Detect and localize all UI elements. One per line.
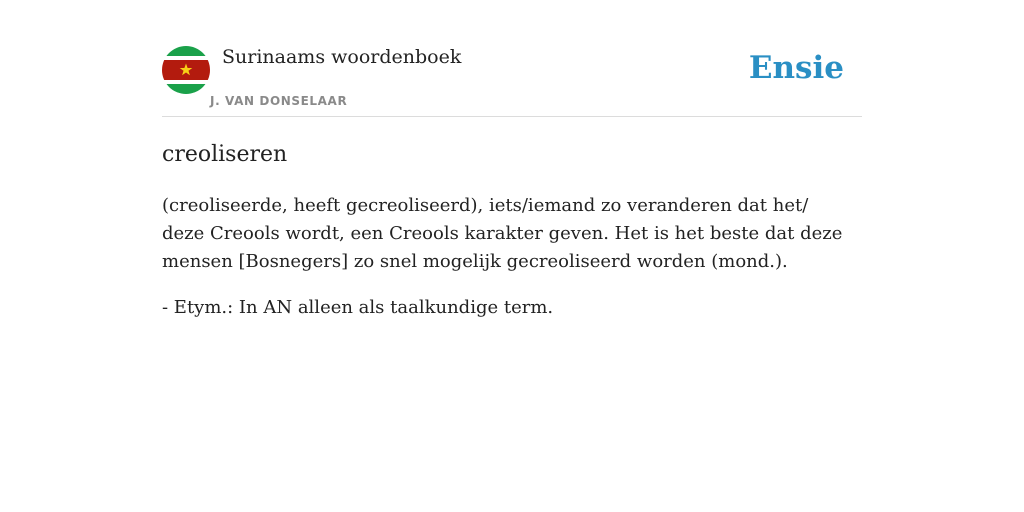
suriname-flag-icon <box>162 46 210 94</box>
dictionary-header <box>162 46 862 117</box>
dictionary-title-link[interactable]: Surinaams woordenboek <box>222 46 462 68</box>
entry-etymology: - Etym.: In AN alleen als taalkundige term. <box>162 297 554 318</box>
entry-headword: creoliseren <box>162 142 288 167</box>
author-label: J. VAN DONSELAAR <box>210 94 348 108</box>
ensie-logo-link[interactable]: Ensie <box>748 50 844 86</box>
entry-definition: (creoliseerde, heeft gecreoliseerd), iets/iemand zo veranderen dat het/ deze Creools wordt, een Creools karakter geven. Het is het beste dat deze mensen [Bosnegers] zo snel mogelijk gecreoliseerd worden (mond.). <box>162 195 843 272</box>
entry-content <box>162 138 852 322</box>
